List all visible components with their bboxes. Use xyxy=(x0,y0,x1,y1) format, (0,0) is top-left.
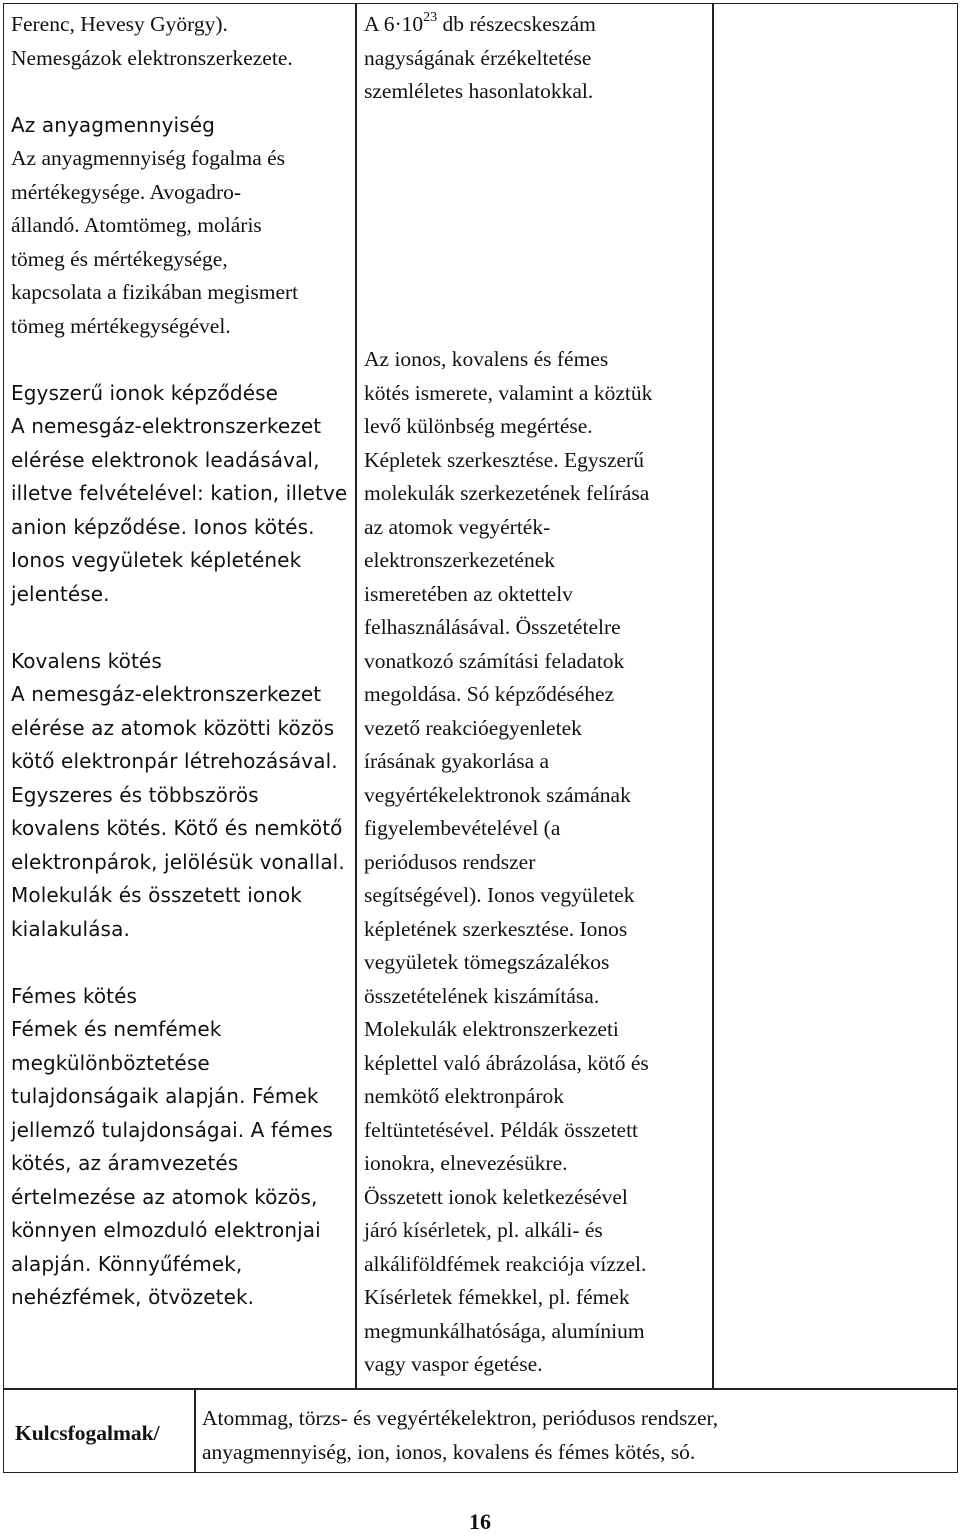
text-line: ismeretében az oktettelv xyxy=(364,581,573,606)
section-title: Az anyagmennyiség xyxy=(11,112,215,137)
avogadro-suffix: db részecskeszám xyxy=(437,12,596,36)
text-line: szemléletes hasonlatokkal. xyxy=(364,79,594,103)
text-line: alapján. Könnyűfémek, xyxy=(11,1251,243,1276)
text-line: felhasználásával. Összetételre xyxy=(364,615,621,639)
text-line: tulajdonságaik alapján. Fémek xyxy=(11,1084,319,1108)
text-line: nemkötő elektronpárok xyxy=(364,1084,565,1108)
page-number: 16 xyxy=(469,1509,491,1534)
text-line: Kísérletek fémekkel, pl. fémek xyxy=(364,1285,630,1309)
section-egyszeru-ionok xyxy=(11,377,356,612)
text-line: illetve felvételével: kation, illetve xyxy=(11,481,348,505)
text-line: figyelembevételével (a xyxy=(364,816,561,840)
section-kovalens xyxy=(11,645,356,947)
text-line: segítségével). Ionos vegyületek xyxy=(364,883,635,907)
text-line: Nemesgázok elektronszerkezete. xyxy=(11,45,293,70)
text-line: Molekulák és összetett ionok xyxy=(11,883,302,907)
section-title: Kovalens kötés xyxy=(11,648,162,673)
text-line: Atommag, törzs- és vegyértékelektron, periódusos rendszer, xyxy=(202,1406,719,1430)
text-line: vegyértékelektronok számának xyxy=(364,782,631,807)
text-line xyxy=(364,8,713,42)
avogadro-exponent: 23 xyxy=(423,10,438,25)
text-line: értelmezése az atomok közös, xyxy=(11,1184,318,1209)
text-line: írásának gyakorlása a xyxy=(364,749,550,773)
text-line: elérése elektronok leadásával, xyxy=(11,447,320,472)
text-line: elérése az atomok közötti közös xyxy=(11,715,335,740)
text-line: kialakulása. xyxy=(11,916,130,941)
text-line: Az ionos, kovalens és fémes xyxy=(364,347,609,371)
text-line: Az anyagmennyiség fogalma és xyxy=(11,146,286,170)
keywords-cell xyxy=(194,1388,958,1473)
text-line: Összetett ionok keletkezésével xyxy=(364,1184,628,1209)
text-line: jelentése. xyxy=(11,581,110,606)
text-line: jellemző tulajdonságai. A fémes xyxy=(11,1117,333,1142)
intro-block xyxy=(11,8,356,75)
text-line: megkülönböztetése xyxy=(11,1050,210,1075)
text-line: elektronpárok, jelölésük vonallal. xyxy=(11,849,345,874)
text-line: könnyen elmozduló elektronjai xyxy=(11,1218,321,1242)
text-line: vonatkozó számítási feladatok xyxy=(364,648,625,673)
section-anyagmennyiseg xyxy=(11,109,356,344)
text-line: az atomok vegyérték- xyxy=(364,514,551,539)
text-line: vegyületek tömegszázalékos xyxy=(364,950,610,974)
text-line: kovalens kötés. Kötő és nemkötő xyxy=(11,816,343,840)
text-line: elektronszerkezetének xyxy=(364,548,555,572)
text-line: mértékegysége. Avogadro- xyxy=(11,179,242,204)
text-line: összetételének kiszámítása. xyxy=(364,983,600,1008)
text-line: kapcsolata a fizikában megismert xyxy=(11,280,299,304)
text-line: Fémek és nemfémek xyxy=(11,1017,222,1041)
text-line: Ferenc, Hevesy György). xyxy=(11,12,228,36)
text-line: kötés ismerete, valamint a köztük xyxy=(364,380,653,405)
text-line: kötés, az áramvezetés xyxy=(11,1151,239,1175)
section-kotesek-activity xyxy=(364,343,713,1382)
text-line: tömeg és mértékegysége, xyxy=(11,246,228,271)
keywords-text xyxy=(202,1401,957,1469)
text-line: anyagmennyiség, ion, ionos, kovalens és fémes kötés, só. xyxy=(202,1440,696,1464)
section-title: Fémes kötés xyxy=(11,983,138,1008)
text-line: Molekulák elektronszerkezeti xyxy=(364,1017,619,1041)
text-line: A nemesgáz-elektronszerkezet xyxy=(11,682,322,706)
text-line: vagy vaspor égetése. xyxy=(364,1352,543,1376)
activities-cell xyxy=(355,3,714,1390)
keywords-label: Kulcsfogalmak/ xyxy=(15,1421,160,1445)
text-line: Képletek szerkesztése. Egyszerű xyxy=(364,447,644,472)
text-line: képlettel való ábrázolása, kötő és xyxy=(364,1050,649,1075)
text-line: nehézfémek, ötvözetek. xyxy=(11,1285,255,1309)
text-line: tömeg mértékegységével. xyxy=(11,313,231,338)
text-line: megoldása. Só képződéséhez xyxy=(364,682,615,706)
text-line: periódusos rendszer xyxy=(364,849,536,874)
text-line: Egyszeres és többszörös xyxy=(11,782,259,807)
avogadro-prefix: A 6·10 xyxy=(364,12,424,36)
text-line: anion képződése. Ionos kötés. xyxy=(11,514,315,539)
text-line: Ionos vegyületek képletének xyxy=(11,548,302,572)
section-femes xyxy=(11,980,356,1315)
text-line: A nemesgáz-elektronszerkezet xyxy=(11,414,322,438)
empty-cell xyxy=(712,3,958,1390)
section-avogadro-activity xyxy=(364,8,713,109)
text-line: alkáliföldfémek reakciója vízzel. xyxy=(364,1251,647,1276)
curriculum-table xyxy=(3,3,958,1473)
text-line: levő különbség megértése. xyxy=(364,414,593,438)
text-line: megmunkálhatósága, alumínium xyxy=(364,1318,645,1343)
text-line: kötő elektronpár létrehozásával. xyxy=(11,749,338,773)
keywords-label-cell xyxy=(3,1388,196,1473)
section-title: Egyszerű ionok képződése xyxy=(11,380,279,405)
text-line: képletének szerkesztése. Ionos xyxy=(364,916,628,941)
text-line: molekulák szerkezetének felírása xyxy=(364,481,650,505)
text-line: állandó. Atomtömeg, moláris xyxy=(11,213,262,237)
text-line: feltüntetésével. Példák összetett xyxy=(364,1117,639,1142)
content-cell xyxy=(3,3,357,1390)
text-line: ionokra, elnevezésükre. xyxy=(364,1151,568,1175)
text-line: nagyságának érzékeltetése xyxy=(364,45,592,70)
text-line: járó kísérletek, pl. alkáli- és xyxy=(364,1218,603,1242)
text-line: vezető reakcióegyenletek xyxy=(364,715,582,740)
